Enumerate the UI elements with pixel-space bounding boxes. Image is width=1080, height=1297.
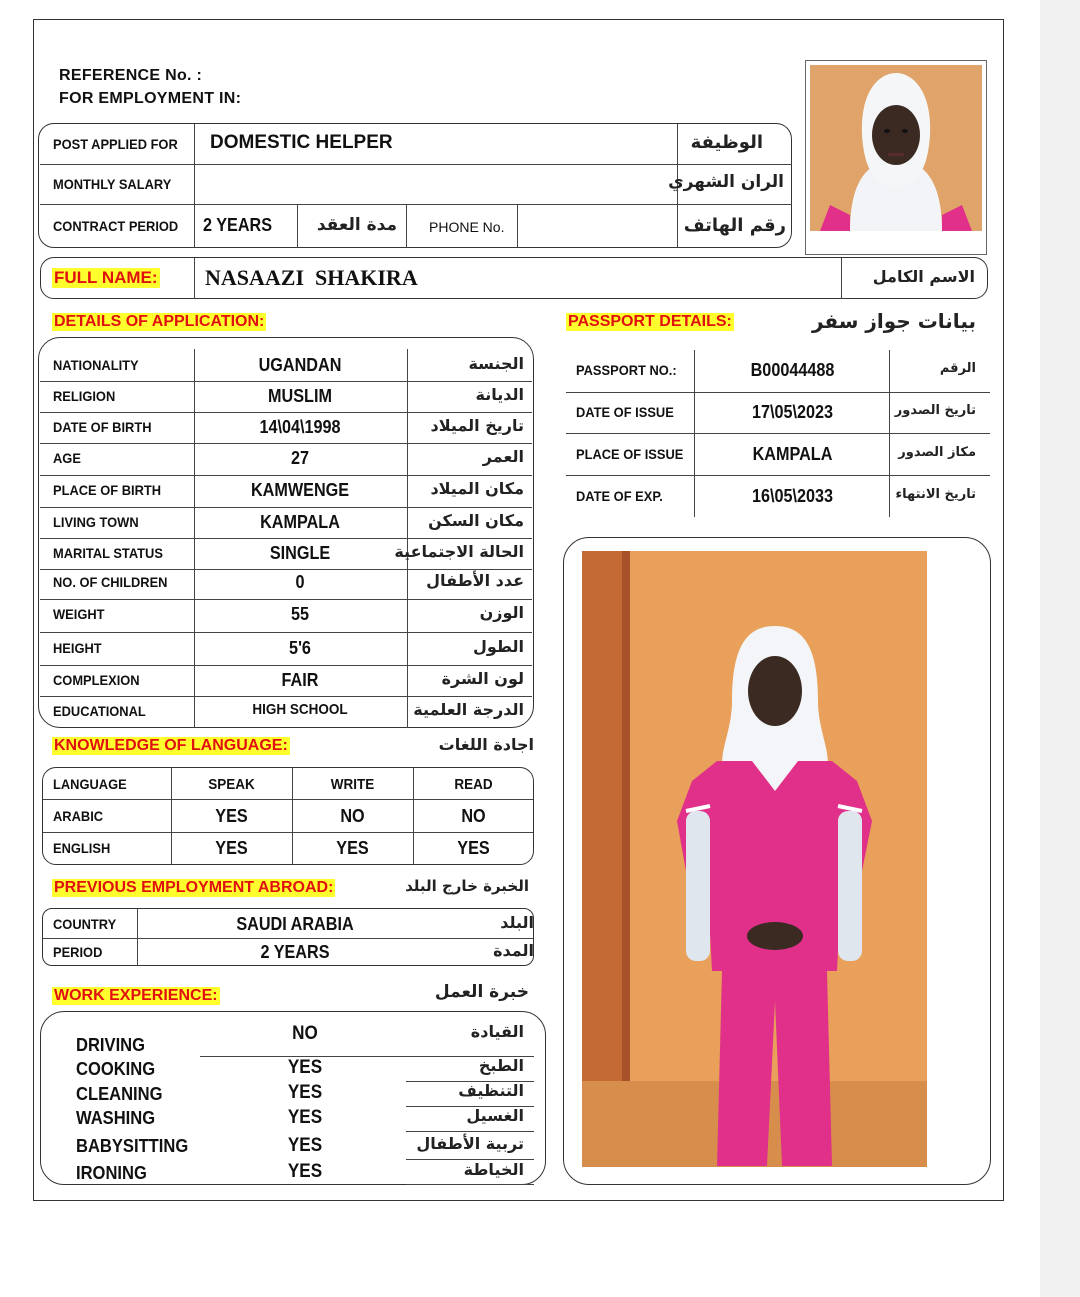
monthly-salary-ar: الران الشهري <box>668 172 784 192</box>
previous-section-title: PREVIOUS EMPLOYMENT ABROAD: <box>54 879 334 896</box>
work-value: YES <box>287 1135 323 1156</box>
work-label: IRONING <box>76 1163 147 1183</box>
full-body-photo <box>582 551 927 1167</box>
details-ar: لون الشرة <box>441 669 524 688</box>
reference-label: REFERENCE No. : <box>59 67 203 84</box>
details-label: EDUCATIONAL <box>53 703 146 719</box>
passport-value: 16\05\2033 <box>751 486 834 506</box>
details-row-divider <box>40 665 532 666</box>
details-label: LIVING TOWN <box>53 514 139 530</box>
language-cell: YES <box>215 806 248 826</box>
details-value: 55 <box>290 604 310 624</box>
details-value: FAIR <box>281 670 319 690</box>
passport-ar: الرقم <box>939 361 976 376</box>
language-section-title: KNOWLEDGE OF LANGUAGE: <box>54 737 288 754</box>
details-label: HEIGHT <box>53 640 102 656</box>
passport-row-divider <box>566 433 990 434</box>
passport-section-ar: بيانات جواز سفر <box>811 309 976 333</box>
work-label: CLEANING <box>76 1084 163 1104</box>
details-value: SINGLE <box>269 543 331 563</box>
passport-label: PASSPORT NO.: <box>576 362 677 378</box>
contract-period-value: 2 YEARS <box>203 215 273 235</box>
previous-label: COUNTRY <box>53 916 117 932</box>
post-applied-ar: الوظيفة <box>690 132 763 153</box>
work-label: WASHING <box>76 1108 156 1128</box>
details-row-divider <box>40 412 532 413</box>
details-row-divider <box>40 538 532 539</box>
work-label: COOKING <box>76 1059 156 1079</box>
work-value: NO <box>292 1023 318 1044</box>
employment-label: FOR EMPLOYMENT IN: <box>59 90 242 107</box>
details-label: NO. OF CHILDREN <box>53 574 168 590</box>
passport-value: B00044488 <box>750 360 835 380</box>
details-row-divider <box>40 381 532 382</box>
previous-label: PERIOD <box>53 944 103 960</box>
previous-value: 2 YEARS <box>260 942 330 962</box>
details-row-divider <box>40 475 532 476</box>
language-cell: YES <box>457 838 490 858</box>
language-header: LANGUAGE <box>53 776 127 792</box>
phone-label: PHONE No. <box>429 219 505 235</box>
details-label: NATIONALITY <box>53 357 139 373</box>
work-ar: تربية الأطفال <box>416 1134 524 1153</box>
full-name-box <box>40 257 988 299</box>
work-section-ar: خبرة العمل <box>434 982 529 1002</box>
passport-label: DATE OF EXP. <box>576 488 663 504</box>
passport-value: KAMPALA <box>752 444 833 464</box>
work-value: YES <box>287 1057 323 1078</box>
work-ar: الخياطة <box>463 1160 524 1179</box>
details-ar: مكان الميلاد <box>430 479 524 498</box>
previous-ar: المدة <box>493 941 534 960</box>
post-applied-label: POST APPLIED FOR <box>53 136 178 152</box>
previous-section-ar: الخبرة خارج البلد <box>405 877 529 895</box>
language-cell: NO <box>340 806 365 826</box>
details-label: MARITAL STATUS <box>53 545 163 561</box>
language-section-ar: اجادة اللغات <box>438 735 534 754</box>
passport-ar: تاريخ الصدور <box>894 403 976 418</box>
language-cell: NO <box>461 806 486 826</box>
phone-ar: رقم الهاتف <box>683 215 786 236</box>
work-label: DRIVING <box>76 1035 146 1055</box>
details-row-divider <box>40 569 532 570</box>
work-section-title: WORK EXPERIENCE: <box>54 987 218 1004</box>
full-body-image <box>582 551 927 1167</box>
headshot-photo <box>805 60 987 255</box>
full-name-ar: الاسم الكامل <box>872 267 975 286</box>
details-value: UGANDAN <box>258 355 342 375</box>
passport-label: PLACE OF ISSUE <box>576 446 684 462</box>
work-ar: الغسيل <box>466 1106 524 1125</box>
work-ar: التنظيف <box>458 1081 524 1100</box>
details-value: 14\04\1998 <box>259 417 341 437</box>
work-ar: القيادة <box>470 1022 524 1041</box>
details-value: HIGH SCHOOL <box>252 701 348 718</box>
language-header: SPEAK <box>208 776 255 793</box>
work-row-divider <box>406 1184 534 1185</box>
details-ar: الطول <box>473 637 524 656</box>
post-applied-value: DOMESTIC HELPER <box>210 132 393 153</box>
details-ar: العمر <box>482 447 524 466</box>
details-label: PLACE OF BIRTH <box>53 482 162 498</box>
details-value: MUSLIM <box>268 386 332 406</box>
language-header: WRITE <box>330 776 375 793</box>
work-label: BABYSITTING <box>76 1136 189 1156</box>
details-value: 0 <box>295 572 305 592</box>
passport-label: DATE OF ISSUE <box>576 404 674 420</box>
work-ar: الطبخ <box>478 1056 524 1075</box>
passport-ar: مكاز الصدور <box>898 445 976 460</box>
details-label: COMPLEXION <box>53 672 140 688</box>
details-label: DATE OF BIRTH <box>53 419 152 435</box>
contract-period-label: CONTRACT PERIOD <box>53 218 179 234</box>
full-name-value: NASAAZI SHAKIRA <box>205 265 418 290</box>
details-ar: تاريخ الميلاد <box>430 416 524 435</box>
details-value: 27 <box>290 448 310 468</box>
language-cell: ENGLISH <box>53 840 111 856</box>
details-row-divider <box>40 632 532 633</box>
previous-ar: البلد <box>500 913 534 932</box>
details-value: KAMPALA <box>260 512 340 532</box>
work-value: YES <box>287 1107 323 1128</box>
language-cell: ARABIC <box>53 808 104 824</box>
work-row-divider <box>406 1131 534 1132</box>
details-value: KAMWENGE <box>250 480 350 500</box>
details-label: AGE <box>53 450 81 466</box>
language-header: READ <box>454 776 493 793</box>
details-row-divider <box>40 507 532 508</box>
monthly-salary-label: MONTHLY SALARY <box>53 176 172 192</box>
full-name-label: FULL NAME: <box>54 268 158 287</box>
details-ar: الدرجة العلمية <box>413 700 524 719</box>
details-label: RELIGION <box>53 388 116 404</box>
language-cell: YES <box>336 838 369 858</box>
details-row-divider <box>40 696 532 697</box>
details-ar: مكان السكن <box>428 511 524 530</box>
passport-ar: تاريخ الانتهاء <box>895 487 976 502</box>
work-value: YES <box>287 1082 323 1103</box>
details-section-title: DETAILS OF APPLICATION: <box>54 313 265 330</box>
previous-value: SAUDI ARABIA <box>236 914 354 934</box>
side-scroll-area <box>1040 0 1080 1297</box>
details-label: WEIGHT <box>53 606 105 622</box>
details-value: 5'6 <box>289 638 311 658</box>
details-row-divider <box>40 599 532 600</box>
passport-row-divider <box>566 475 990 476</box>
details-row-divider <box>40 443 532 444</box>
passport-value: 17\05\2023 <box>751 402 834 422</box>
headshot-image <box>810 65 982 231</box>
work-value: YES <box>287 1161 323 1182</box>
details-ar: الديانة <box>475 385 524 404</box>
details-ar: عدد الأطفال <box>426 571 524 590</box>
passport-section-title: PASSPORT DETAILS: <box>568 313 732 330</box>
contract-period-ar: مدة العقد <box>316 215 397 235</box>
passport-row-divider <box>566 392 990 393</box>
language-cell: YES <box>215 838 248 858</box>
details-ar: الحالة الاجتماعية <box>394 542 524 561</box>
details-ar: الوزن <box>479 603 524 622</box>
details-ar: الجنسة <box>468 354 524 373</box>
